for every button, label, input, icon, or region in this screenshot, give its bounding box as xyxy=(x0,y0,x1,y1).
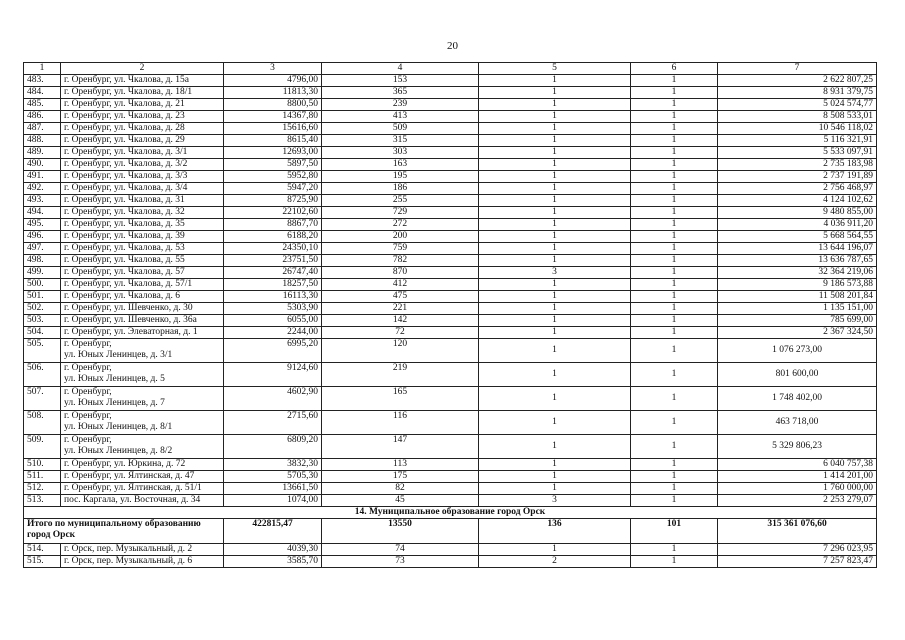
table-row xyxy=(24,231,877,243)
residents-cell: 142 xyxy=(322,315,479,327)
address-cell: г. Оренбург, ул. Чкалова, д. 29 xyxy=(61,135,224,147)
area-cell: 24350,10 xyxy=(224,243,322,255)
table-row xyxy=(24,483,877,495)
address-line-2: ул. Юных Ленинцев, д. 8/2 xyxy=(64,446,173,456)
amount-cell: 7 257 823,47 xyxy=(718,556,877,568)
area-cell: 8867,70 xyxy=(224,219,322,231)
address-cell: г. Оренбург, ул. Чкалова, д. 55 xyxy=(61,255,224,267)
row-number-cell: 515. xyxy=(24,556,61,568)
address-cell: пос. Каргала, ул. Восточная, д. 34 xyxy=(61,495,224,507)
amount-cell: 4 036 911,20 xyxy=(718,219,877,231)
header-cell: 2 xyxy=(61,63,224,75)
residents-cell: 413 xyxy=(322,111,479,123)
amount-cell: 5 024 574,77 xyxy=(718,99,877,111)
row-number-cell: 500. xyxy=(24,279,61,291)
column-6-cell: 1 xyxy=(631,255,718,267)
table-row xyxy=(24,207,877,219)
row-number-cell: 501. xyxy=(24,291,61,303)
total-column-6-cell: 101 xyxy=(631,519,718,544)
residents-cell: 303 xyxy=(322,147,479,159)
column-5-cell: 1 xyxy=(479,483,631,495)
row-number-cell: 503. xyxy=(24,315,61,327)
total-area-cell: 422815,47 xyxy=(224,519,322,544)
column-6-cell: 1 xyxy=(631,207,718,219)
area-cell: 6188,20 xyxy=(224,231,322,243)
table-row xyxy=(24,315,877,327)
residents-cell: 255 xyxy=(322,195,479,207)
table-row xyxy=(24,279,877,291)
area-cell: 4602,90 xyxy=(224,387,322,411)
header-cell: 1 xyxy=(24,63,61,75)
address-line-1: г. Оренбург, xyxy=(64,411,112,421)
housing-table xyxy=(23,62,877,568)
area-cell: 18257,50 xyxy=(224,279,322,291)
column-5-cell: 1 xyxy=(479,303,631,315)
residents-cell: 74 xyxy=(322,544,479,556)
area-cell: 13661,50 xyxy=(224,483,322,495)
area-cell: 4039,30 xyxy=(224,544,322,556)
column-5-cell: 1 xyxy=(479,147,631,159)
amount-cell: 785 699,00 xyxy=(718,315,877,327)
table-row xyxy=(24,327,877,339)
residents-cell: 120 xyxy=(322,339,479,363)
amount-cell: 2 253 279,07 xyxy=(718,495,877,507)
row-number-cell: 513. xyxy=(24,495,61,507)
address-cell xyxy=(61,387,224,411)
column-5-cell: 1 xyxy=(479,544,631,556)
amount-cell: 1 076 273,00 xyxy=(718,339,877,363)
column-5-cell: 1 xyxy=(479,159,631,171)
amount-cell: 2 737 191,89 xyxy=(718,171,877,183)
table-row xyxy=(24,183,877,195)
column-6-cell: 1 xyxy=(631,219,718,231)
residents-cell: 200 xyxy=(322,231,479,243)
amount-cell: 9 480 855,00 xyxy=(718,207,877,219)
residents-cell: 165 xyxy=(322,387,479,411)
table-row xyxy=(24,363,877,387)
residents-cell: 729 xyxy=(322,207,479,219)
amount-cell: 1 414 201,00 xyxy=(718,471,877,483)
amount-cell: 5 533 097,91 xyxy=(718,147,877,159)
amount-cell: 1 760 000,00 xyxy=(718,483,877,495)
area-cell: 2715,60 xyxy=(224,411,322,435)
address-cell: г. Оренбург, ул. Чкалова, д. 3/3 xyxy=(61,171,224,183)
address-cell: г. Орск, пер. Музыкальный, д. 2 xyxy=(61,544,224,556)
column-5-cell: 1 xyxy=(479,339,631,363)
column-6-cell: 1 xyxy=(631,315,718,327)
column-6-cell: 1 xyxy=(631,135,718,147)
column-5-cell: 1 xyxy=(479,435,631,459)
column-6-cell: 1 xyxy=(631,556,718,568)
row-number-cell: 506. xyxy=(24,363,61,387)
address-cell: г. Оренбург, ул. Юркина, д. 72 xyxy=(61,459,224,471)
section-title: 14. Муниципальное образование город Орск xyxy=(24,507,877,519)
column-6-cell: 1 xyxy=(631,411,718,435)
table-row xyxy=(24,556,877,568)
address-cell: г. Оренбург, ул. Чкалова, д. 39 xyxy=(61,231,224,243)
amount-cell: 6 040 757,38 xyxy=(718,459,877,471)
area-cell: 6809,20 xyxy=(224,435,322,459)
column-6-cell: 1 xyxy=(631,87,718,99)
area-cell: 9124,60 xyxy=(224,363,322,387)
amount-cell: 8 931 379,75 xyxy=(718,87,877,99)
row-number-cell: 499. xyxy=(24,267,61,279)
column-5-cell: 1 xyxy=(479,171,631,183)
column-6-cell: 1 xyxy=(631,147,718,159)
area-cell: 14367,80 xyxy=(224,111,322,123)
address-line-2: ул. Юных Ленинцев, д. 7 xyxy=(64,398,165,408)
address-cell: г. Оренбург, ул. Шевченко, д. 36а xyxy=(61,315,224,327)
area-cell: 8800,50 xyxy=(224,99,322,111)
address-cell: г. Оренбург, ул. Чкалова, д. 35 xyxy=(61,219,224,231)
residents-cell: 153 xyxy=(322,75,479,87)
row-number-cell: 509. xyxy=(24,435,61,459)
table-row xyxy=(24,267,877,279)
table-row xyxy=(24,159,877,171)
table-row xyxy=(24,339,877,363)
amount-cell: 7 296 023,95 xyxy=(718,544,877,556)
address-cell: г. Оренбург, ул. Чкалова, д. 57 xyxy=(61,267,224,279)
column-5-cell: 1 xyxy=(479,291,631,303)
section-header-row xyxy=(24,507,877,519)
header-cell: 4 xyxy=(322,63,479,75)
amount-cell: 9 186 573,88 xyxy=(718,279,877,291)
area-cell: 5952,80 xyxy=(224,171,322,183)
table-row xyxy=(24,471,877,483)
area-cell: 3832,30 xyxy=(224,459,322,471)
residents-cell: 475 xyxy=(322,291,479,303)
column-6-cell: 1 xyxy=(631,171,718,183)
column-5-cell: 1 xyxy=(479,327,631,339)
area-cell: 11813,30 xyxy=(224,87,322,99)
column-6-cell: 1 xyxy=(631,231,718,243)
table-row xyxy=(24,255,877,267)
column-5-cell: 2 xyxy=(479,556,631,568)
amount-cell: 2 622 807,25 xyxy=(718,75,877,87)
table-row xyxy=(24,411,877,435)
residents-cell: 870 xyxy=(322,267,479,279)
table-row xyxy=(24,195,877,207)
area-cell: 2244,00 xyxy=(224,327,322,339)
column-6-cell: 1 xyxy=(631,243,718,255)
column-5-cell: 1 xyxy=(479,387,631,411)
amount-cell: 2 756 468,97 xyxy=(718,183,877,195)
row-number-cell: 491. xyxy=(24,171,61,183)
table-row xyxy=(24,243,877,255)
residents-cell: 163 xyxy=(322,159,479,171)
column-6-cell: 1 xyxy=(631,387,718,411)
residents-cell: 73 xyxy=(322,556,479,568)
table-row xyxy=(24,87,877,99)
column-5-cell: 1 xyxy=(479,231,631,243)
table-row xyxy=(24,387,877,411)
table-row xyxy=(24,219,877,231)
column-5-cell: 1 xyxy=(479,471,631,483)
row-number-cell: 490. xyxy=(24,159,61,171)
table-row xyxy=(24,123,877,135)
header-cell: 5 xyxy=(479,63,631,75)
address-cell xyxy=(61,435,224,459)
column-5-cell: 1 xyxy=(479,279,631,291)
amount-cell: 4 124 102,62 xyxy=(718,195,877,207)
column-6-cell: 1 xyxy=(631,435,718,459)
total-amount-cell: 315 361 076,60 xyxy=(718,519,877,544)
table-header-row xyxy=(24,63,877,75)
column-5-cell: 1 xyxy=(479,99,631,111)
area-cell: 4796,00 xyxy=(224,75,322,87)
column-6-cell: 1 xyxy=(631,327,718,339)
table-row xyxy=(24,135,877,147)
area-cell: 8615,40 xyxy=(224,135,322,147)
column-6-cell: 1 xyxy=(631,339,718,363)
column-6-cell: 1 xyxy=(631,75,718,87)
column-6-cell: 1 xyxy=(631,471,718,483)
column-6-cell: 1 xyxy=(631,183,718,195)
residents-cell: 315 xyxy=(322,135,479,147)
row-number-cell: 508. xyxy=(24,411,61,435)
address-cell xyxy=(61,339,224,363)
amount-cell: 10 546 118,02 xyxy=(718,123,877,135)
residents-cell: 147 xyxy=(322,435,479,459)
column-6-cell: 1 xyxy=(631,363,718,387)
area-cell: 5897,50 xyxy=(224,159,322,171)
address-line-1: г. Оренбург, xyxy=(64,363,112,373)
total-label-line-1: Итого по муниципальному образованию xyxy=(27,519,201,529)
residents-cell: 113 xyxy=(322,459,479,471)
column-6-cell: 1 xyxy=(631,279,718,291)
column-6-cell: 1 xyxy=(631,303,718,315)
row-number-cell: 502. xyxy=(24,303,61,315)
column-5-cell: 1 xyxy=(479,219,631,231)
row-number-cell: 489. xyxy=(24,147,61,159)
address-line-1: г. Оренбург, xyxy=(64,339,112,349)
amount-cell: 11 508 201,84 xyxy=(718,291,877,303)
area-cell: 26747,40 xyxy=(224,267,322,279)
address-cell: г. Оренбург, ул. Чкалова, д. 6 xyxy=(61,291,224,303)
header-cell: 7 xyxy=(718,63,877,75)
table-row xyxy=(24,171,877,183)
column-5-cell: 3 xyxy=(479,495,631,507)
column-5-cell: 1 xyxy=(479,135,631,147)
column-6-cell: 1 xyxy=(631,544,718,556)
table-row xyxy=(24,303,877,315)
table-row xyxy=(24,495,877,507)
row-number-cell: 496. xyxy=(24,231,61,243)
total-residents-cell: 13550 xyxy=(322,519,479,544)
page-number: 20 xyxy=(447,40,458,52)
address-cell: г. Оренбург, ул. Чкалова, д. 15а xyxy=(61,75,224,87)
address-cell: г. Оренбург, ул. Шевченко, д. 30 xyxy=(61,303,224,315)
residents-cell: 186 xyxy=(322,183,479,195)
row-number-cell: 505. xyxy=(24,339,61,363)
row-number-cell: 483. xyxy=(24,75,61,87)
row-number-cell: 484. xyxy=(24,87,61,99)
address-cell: г. Оренбург, ул. Чкалова, д. 18/1 xyxy=(61,87,224,99)
column-6-cell: 1 xyxy=(631,123,718,135)
address-cell xyxy=(61,411,224,435)
table-row xyxy=(24,544,877,556)
column-6-cell: 1 xyxy=(631,99,718,111)
area-cell: 5705,30 xyxy=(224,471,322,483)
address-cell: г. Оренбург, ул. Чкалова, д. 3/4 xyxy=(61,183,224,195)
row-number-cell: 486. xyxy=(24,111,61,123)
residents-cell: 175 xyxy=(322,471,479,483)
address-cell: г. Оренбург, ул. Чкалова, д. 23 xyxy=(61,111,224,123)
residents-cell: 509 xyxy=(322,123,479,135)
column-5-cell: 1 xyxy=(479,195,631,207)
column-6-cell: 1 xyxy=(631,291,718,303)
area-cell: 6995,20 xyxy=(224,339,322,363)
amount-cell: 1 748 402,00 xyxy=(718,387,877,411)
amount-cell: 5 329 806,23 xyxy=(718,435,877,459)
residents-cell: 365 xyxy=(322,87,479,99)
amount-cell: 5 116 321,91 xyxy=(718,135,877,147)
address-line-2: ул. Юных Ленинцев, д. 5 xyxy=(64,374,165,384)
table-row xyxy=(24,435,877,459)
column-5-cell: 1 xyxy=(479,75,631,87)
amount-cell: 32 364 219,06 xyxy=(718,267,877,279)
amount-cell: 2 735 183,98 xyxy=(718,159,877,171)
address-cell: г. Орск, пер. Музыкальный, д. 6 xyxy=(61,556,224,568)
area-cell: 5303,90 xyxy=(224,303,322,315)
area-cell: 1074,00 xyxy=(224,495,322,507)
residents-cell: 412 xyxy=(322,279,479,291)
amount-cell: 2 367 324,50 xyxy=(718,327,877,339)
total-row xyxy=(24,519,877,544)
residents-cell: 116 xyxy=(322,411,479,435)
residents-cell: 782 xyxy=(322,255,479,267)
amount-cell: 801 600,00 xyxy=(718,363,877,387)
address-cell: г. Оренбург, ул. Ялтинская, д. 47 xyxy=(61,471,224,483)
total-label xyxy=(24,519,224,544)
residents-cell: 219 xyxy=(322,363,479,387)
residents-cell: 221 xyxy=(322,303,479,315)
column-6-cell: 1 xyxy=(631,495,718,507)
address-cell: г. Оренбург, ул. Чкалова, д. 3/1 xyxy=(61,147,224,159)
address-cell xyxy=(61,363,224,387)
amount-cell: 5 668 564,55 xyxy=(718,231,877,243)
residents-cell: 82 xyxy=(322,483,479,495)
residents-cell: 72 xyxy=(322,327,479,339)
table-row xyxy=(24,99,877,111)
column-5-cell: 1 xyxy=(479,123,631,135)
row-number-cell: 485. xyxy=(24,99,61,111)
address-line-2: ул. Юных Ленинцев, д. 8/1 xyxy=(64,422,173,432)
residents-cell: 759 xyxy=(322,243,479,255)
header-cell: 3 xyxy=(224,63,322,75)
address-cell: г. Оренбург, ул. Чкалова, д. 28 xyxy=(61,123,224,135)
address-cell: г. Оренбург, ул. Чкалова, д. 3/2 xyxy=(61,159,224,171)
table-row xyxy=(24,147,877,159)
address-cell: г. Оренбург, ул. Чкалова, д. 57/1 xyxy=(61,279,224,291)
row-number-cell: 495. xyxy=(24,219,61,231)
column-5-cell: 3 xyxy=(479,267,631,279)
address-line-1: г. Оренбург, xyxy=(64,435,112,445)
address-line-1: г. Оренбург, xyxy=(64,387,112,397)
address-cell: г. Оренбург, ул. Элеваторная, д. 1 xyxy=(61,327,224,339)
address-cell: г. Оренбург, ул. Чкалова, д. 21 xyxy=(61,99,224,111)
area-cell: 22102,60 xyxy=(224,207,322,219)
column-5-cell: 1 xyxy=(479,183,631,195)
area-cell: 3585,70 xyxy=(224,556,322,568)
row-number-cell: 487. xyxy=(24,123,61,135)
column-5-cell: 1 xyxy=(479,459,631,471)
column-5-cell: 1 xyxy=(479,243,631,255)
address-cell: г. Оренбург, ул. Ялтинская, д. 51/1 xyxy=(61,483,224,495)
row-number-cell: 493. xyxy=(24,195,61,207)
column-5-cell: 1 xyxy=(479,315,631,327)
row-number-cell: 512. xyxy=(24,483,61,495)
address-line-2: ул. Юных Ленинцев, д. 3/1 xyxy=(64,350,173,360)
table-row xyxy=(24,459,877,471)
area-cell: 15616,60 xyxy=(224,123,322,135)
column-6-cell: 1 xyxy=(631,195,718,207)
area-cell: 6055,00 xyxy=(224,315,322,327)
row-number-cell: 488. xyxy=(24,135,61,147)
area-cell: 5947,20 xyxy=(224,183,322,195)
row-number-cell: 507. xyxy=(24,387,61,411)
area-cell: 12693,00 xyxy=(224,147,322,159)
residents-cell: 195 xyxy=(322,171,479,183)
table-row xyxy=(24,291,877,303)
column-5-cell: 1 xyxy=(479,411,631,435)
column-5-cell: 1 xyxy=(479,111,631,123)
column-6-cell: 1 xyxy=(631,267,718,279)
row-number-cell: 498. xyxy=(24,255,61,267)
column-6-cell: 1 xyxy=(631,483,718,495)
area-cell: 8725,90 xyxy=(224,195,322,207)
area-cell: 23751,50 xyxy=(224,255,322,267)
residents-cell: 272 xyxy=(322,219,479,231)
total-column-5-cell: 136 xyxy=(479,519,631,544)
table-row xyxy=(24,111,877,123)
column-6-cell: 1 xyxy=(631,159,718,171)
row-number-cell: 511. xyxy=(24,471,61,483)
amount-cell: 8 508 533,01 xyxy=(718,111,877,123)
area-cell: 16113,30 xyxy=(224,291,322,303)
column-6-cell: 1 xyxy=(631,459,718,471)
column-5-cell: 1 xyxy=(479,255,631,267)
residents-cell: 239 xyxy=(322,99,479,111)
address-cell: г. Оренбург, ул. Чкалова, д. 32 xyxy=(61,207,224,219)
total-label-line-2: город Орск xyxy=(27,530,76,540)
column-5-cell: 1 xyxy=(479,207,631,219)
row-number-cell: 504. xyxy=(24,327,61,339)
row-number-cell: 510. xyxy=(24,459,61,471)
amount-cell: 13 636 787,65 xyxy=(718,255,877,267)
amount-cell: 13 644 196,07 xyxy=(718,243,877,255)
header-cell: 6 xyxy=(631,63,718,75)
column-6-cell: 1 xyxy=(631,111,718,123)
address-cell: г. Оренбург, ул. Чкалова, д. 53 xyxy=(61,243,224,255)
column-5-cell: 1 xyxy=(479,87,631,99)
row-number-cell: 492. xyxy=(24,183,61,195)
row-number-cell: 514. xyxy=(24,544,61,556)
address-cell: г. Оренбург, ул. Чкалова, д. 31 xyxy=(61,195,224,207)
row-number-cell: 494. xyxy=(24,207,61,219)
row-number-cell: 497. xyxy=(24,243,61,255)
residents-cell: 45 xyxy=(322,495,479,507)
column-5-cell: 1 xyxy=(479,363,631,387)
table-row xyxy=(24,75,877,87)
amount-cell: 1 135 151,00 xyxy=(718,303,877,315)
amount-cell: 463 718,00 xyxy=(718,411,877,435)
